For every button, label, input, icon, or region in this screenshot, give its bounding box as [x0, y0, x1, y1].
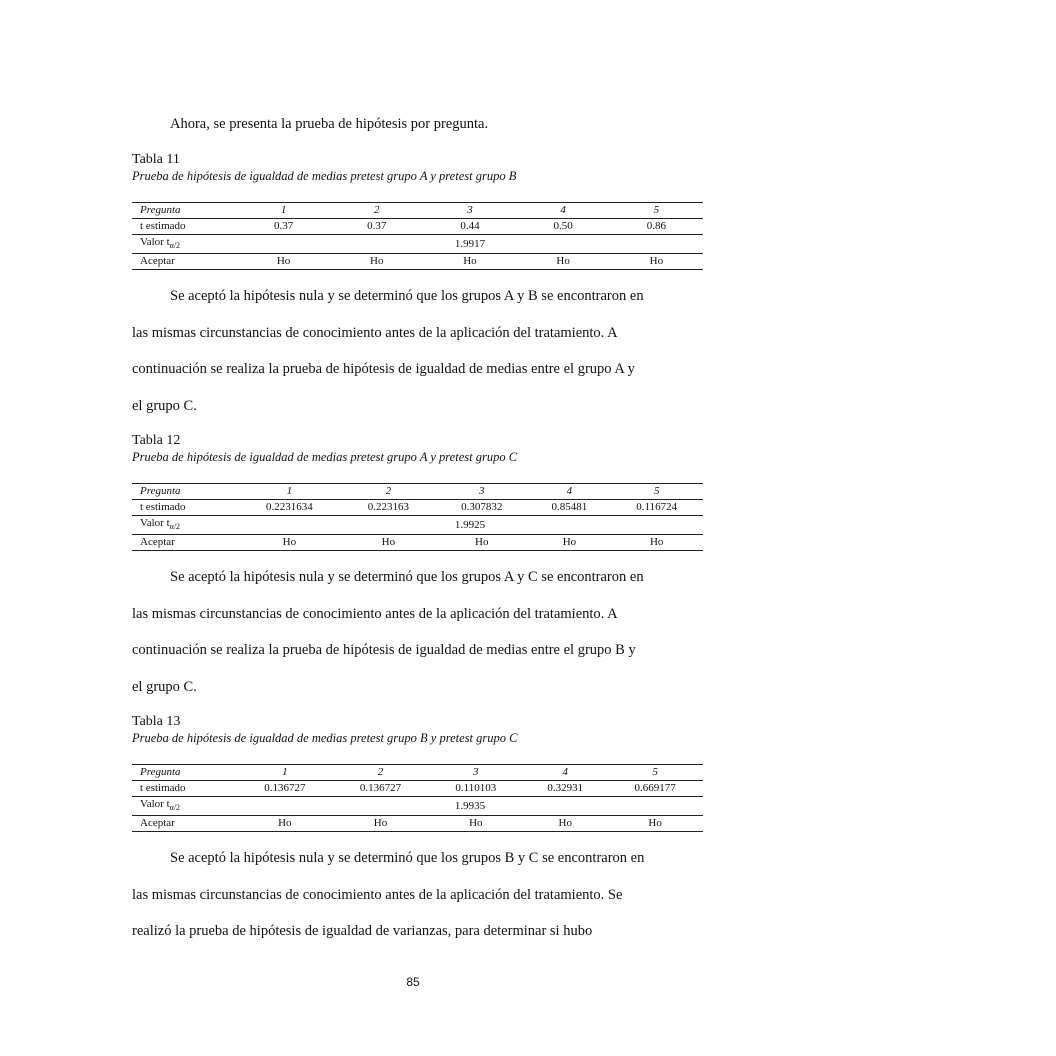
table-cell: Ho: [237, 254, 330, 270]
paragraph-line: las mismas circunstancias de conocimiento antes de la aplicación del tratamiento. Se: [132, 886, 623, 903]
table-11-subtitle: Prueba de hipótesis de igualdad de medias pretest grupo A y pretest grupo B: [132, 169, 517, 183]
valor-label: Valor t: [140, 517, 170, 529]
table-13-subtitle: Prueba de hipótesis de igualdad de medias pretest grupo B y pretest grupo C: [132, 731, 518, 745]
table-13-title: Tabla 13: [132, 714, 181, 729]
header-cell: 1: [237, 203, 330, 219]
table-row: [132, 535, 703, 551]
table-cell: 1.9935: [237, 797, 703, 816]
table-header-row: [132, 484, 703, 500]
table-cell: Ho: [610, 535, 703, 551]
table-12-caption: [132, 432, 517, 466]
table-cell: 0.136727: [333, 781, 429, 797]
intro-paragraph: [132, 106, 694, 143]
row-label: t estimado: [132, 219, 237, 235]
paragraph-3: [132, 840, 694, 950]
valor-subscript: α/2: [169, 241, 181, 251]
row-label: Aceptar: [132, 535, 237, 551]
table-11-title: Tabla 11: [132, 152, 180, 167]
row-label: [132, 235, 237, 254]
table-cell: 0.50: [517, 219, 610, 235]
row-label: t estimado: [132, 781, 237, 797]
table-cell: 1.9917: [237, 235, 703, 254]
header-cell: 2: [342, 484, 435, 500]
paragraph-1: [132, 278, 694, 424]
table-cell: 1.9925: [237, 516, 703, 535]
table-cell: Ho: [342, 535, 435, 551]
header-cell: 5: [607, 765, 703, 781]
table-11-caption: [132, 151, 516, 185]
paragraph-line: Se aceptó la hipótesis nula y se determinó que los grupos B y C se encontraron en: [170, 850, 645, 866]
table-13-caption: [132, 713, 518, 747]
header-cell: 2: [330, 203, 423, 219]
table-cell: Ho: [528, 535, 610, 551]
table-cell: 0.37: [330, 219, 423, 235]
paragraph-line: continuación se realiza la prueba de hipótesis de igualdad de medias entre el grupo B y: [132, 642, 636, 658]
table-row: [132, 797, 703, 816]
table-cell: 0.86: [610, 219, 703, 235]
table-cell: 0.116724: [610, 500, 703, 516]
paragraph-line: continuación se realiza la prueba de hipótesis de igualdad de medias entre el grupo A y: [132, 361, 635, 377]
paragraph-2: [132, 559, 694, 705]
header-cell: 1: [237, 765, 333, 781]
table-row: [132, 500, 703, 516]
valor-subscript: α/2: [169, 803, 181, 813]
paragraph-line: las mismas circunstancias de conocimiento antes de la aplicación del tratamiento. A: [132, 605, 618, 622]
table-row: [132, 219, 703, 235]
header-cell: 4: [517, 203, 610, 219]
table-cell: Ho: [607, 816, 703, 832]
header-cell: Pregunta: [132, 484, 237, 500]
paragraph-line: el grupo C.: [132, 397, 197, 414]
table-row: [132, 781, 703, 797]
row-label: [132, 516, 237, 535]
table-cell: Ho: [517, 254, 610, 270]
header-cell: 4: [523, 765, 607, 781]
table-cell: 0.223163: [342, 500, 435, 516]
row-label: Aceptar: [132, 254, 237, 270]
table-cell: Ho: [523, 816, 607, 832]
table-cell: Ho: [237, 535, 342, 551]
paragraph-line: el grupo C.: [132, 678, 197, 695]
table-12-title: Tabla 12: [132, 433, 181, 448]
header-cell: 3: [423, 203, 516, 219]
header-cell: Pregunta: [132, 765, 237, 781]
paragraph-line: Se aceptó la hipótesis nula y se determinó que los grupos A y B se encontraron en: [170, 288, 644, 304]
table-header-row: [132, 765, 703, 781]
valor-label: Valor t: [140, 236, 170, 248]
valor-subscript: α/2: [169, 522, 181, 532]
row-label: Aceptar: [132, 816, 237, 832]
table-cell: 0.2231634: [237, 500, 342, 516]
table-row: [132, 254, 703, 270]
table-row: [132, 235, 703, 254]
table-12: [132, 483, 703, 551]
table-cell: Ho: [428, 816, 523, 832]
intro-line: Ahora, se presenta la prueba de hipótesis por pregunta.: [170, 116, 489, 132]
table-row: [132, 816, 703, 832]
table-row: [132, 516, 703, 535]
header-cell: 5: [610, 484, 703, 500]
table-11: [132, 202, 703, 270]
header-cell: 3: [435, 484, 528, 500]
table-cell: Ho: [330, 254, 423, 270]
table-header-row: [132, 203, 703, 219]
table-cell: 0.85481: [528, 500, 610, 516]
valor-label: Valor t: [140, 798, 170, 810]
header-cell: 1: [237, 484, 342, 500]
table-cell: Ho: [435, 535, 528, 551]
paragraph-line: las mismas circunstancias de conocimiento antes de la aplicación del tratamiento. A: [132, 324, 618, 341]
row-label: [132, 797, 237, 816]
table-cell: Ho: [610, 254, 703, 270]
table-cell: Ho: [333, 816, 429, 832]
row-label: t estimado: [132, 500, 237, 516]
page-number: 85: [406, 975, 420, 989]
table-cell: Ho: [423, 254, 516, 270]
table-cell: 0.44: [423, 219, 516, 235]
header-cell: 4: [528, 484, 610, 500]
header-cell: Pregunta: [132, 203, 237, 219]
table-cell: 0.136727: [237, 781, 333, 797]
table-cell: 0.307832: [435, 500, 528, 516]
paragraph-line: Se aceptó la hipótesis nula y se determinó que los grupos A y C se encontraron en: [170, 569, 644, 585]
header-cell: 5: [610, 203, 703, 219]
table-13: [132, 764, 703, 832]
table-cell: 0.32931: [523, 781, 607, 797]
table-12-subtitle: Prueba de hipótesis de igualdad de medias pretest grupo A y pretest grupo C: [132, 450, 518, 464]
table-cell: Ho: [237, 816, 333, 832]
header-cell: 3: [428, 765, 523, 781]
header-cell: 2: [333, 765, 429, 781]
table-cell: 0.37: [237, 219, 330, 235]
table-cell: 0.110103: [428, 781, 523, 797]
table-cell: 0.669177: [607, 781, 703, 797]
paragraph-line: realizó la prueba de hipótesis de igualdad de varianzas, para determinar si hubo: [132, 923, 593, 939]
